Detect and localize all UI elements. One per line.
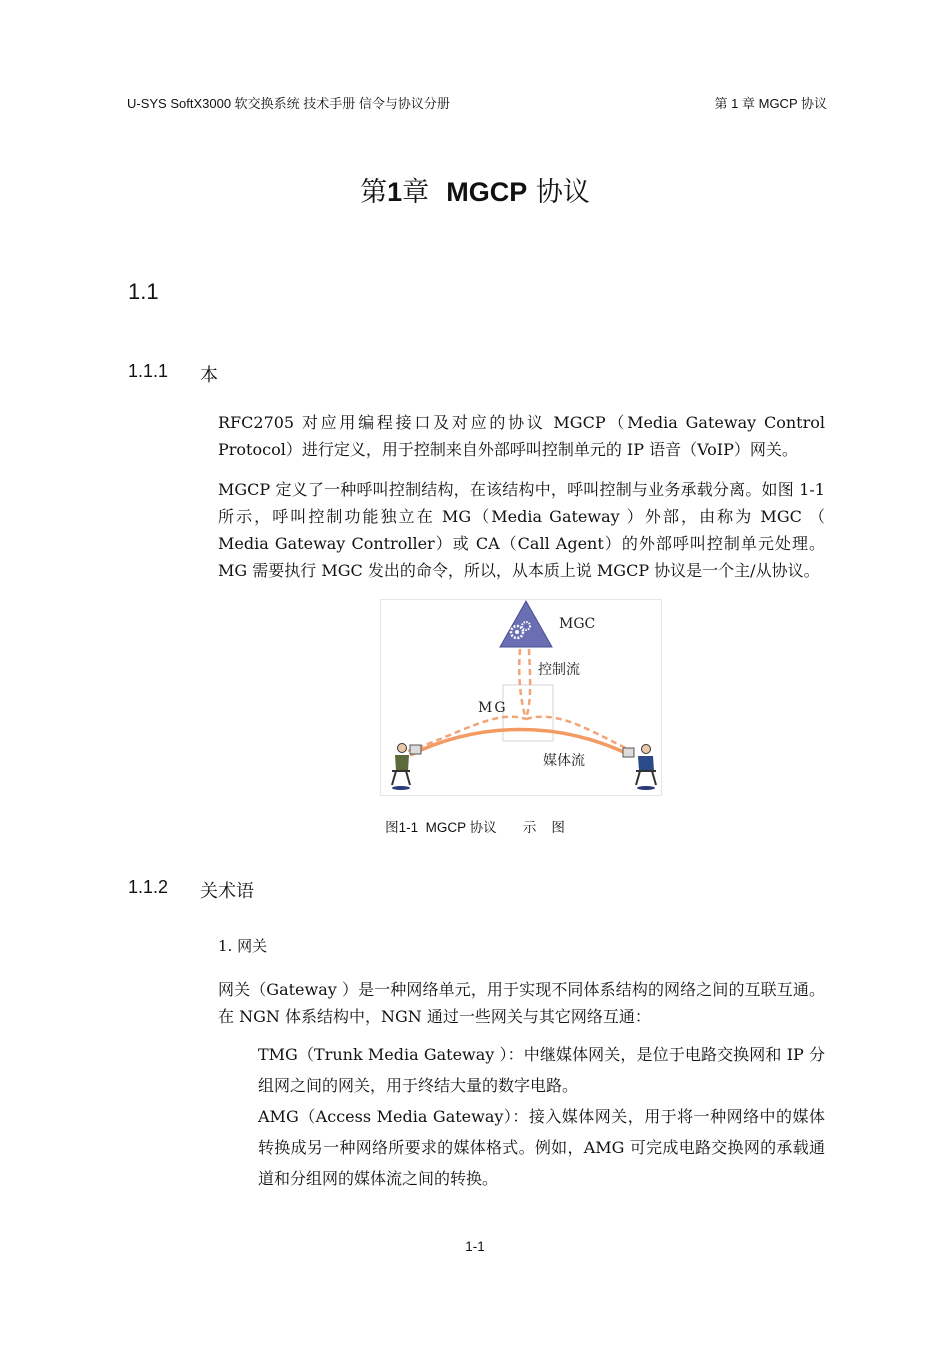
- section-number: 1.1: [128, 279, 159, 304]
- control-flow-left: [519, 649, 526, 719]
- paragraph-mgcp-definition: MGCP 定义了一种呼叫控制结构，在该结构中，呼叫控制与业务承载分离。如图 1-1 所示，呼叫控制功能独立在 MG（Media Gateway ）外部，由称为 MGC （ Media Gateway Controller）或 CA（Call Agent）的外部呼叫控制单元处理。MG 需要执行 MGC 发出的命令，所以，从本质上说 MGCP 协议是一个主/从协议。: [218, 480, 825, 580]
- control-flow-label: 控制流: [538, 662, 580, 678]
- paragraph-amg: AMG（Access Media Gateway）：接入媒体网关，用于将一种网络中的媒体转换成另一种网络所要求的媒体格式。例如，AMG 可完成电路交换网的承载通道和分组网的媒体流之间的转换。: [258, 1107, 825, 1188]
- subsection-1-number: 1.1.1: [128, 361, 169, 381]
- subsection-2-title: 关术语: [200, 881, 254, 902]
- mgcp-diagram: [380, 599, 662, 796]
- subsection-1-title: 本: [200, 365, 218, 386]
- mgcp-diagram-svg: [380, 599, 662, 796]
- paragraph-rfc2705: RFC2705 对应用编程接口及对应的协议 MGCP（Media Gateway Control Protocol）进行定义，用于控制来自外部呼叫控制单元的 IP 语音（VoIP）网关。: [218, 413, 825, 459]
- header-right: 第 1 章 MGCP 协议: [714, 96, 827, 111]
- item-gateway-title: 1. 网关: [218, 937, 268, 955]
- control-to-user-right: [526, 717, 632, 751]
- paragraph-tmg: TMG（Trunk Media Gateway ）：中继媒体网关，是位于电路交换网和 IP 分组网之间的网关，用于终结大量的数字电路。: [258, 1045, 825, 1095]
- subsection-2-number: 1.1.2: [128, 877, 169, 897]
- mgc-triangle: [500, 601, 552, 647]
- header-left: U-SYS SoftX3000 软交换系统 技术手册 信令与协议分册: [127, 96, 450, 111]
- figure-caption: 图1-1 MGCP 协议 示 图: [385, 820, 565, 835]
- mgc-label: MGC: [559, 616, 596, 632]
- chapter-mid: 章: [402, 177, 447, 208]
- user-right-icon: [623, 745, 656, 791]
- page-number: 1-1: [465, 1239, 485, 1254]
- chapter-prefix: 第: [360, 177, 388, 208]
- chapter-suffix: 协议: [527, 177, 590, 208]
- control-flow-right: [526, 649, 530, 719]
- mg-label: MG: [478, 700, 508, 716]
- chapter-name: MGCP: [446, 177, 528, 207]
- paragraph-gateway: 网关（Gateway ）是一种网络单元，用于实现不同体系结构的网络之间的互联互通。在 NGN 体系结构中，NGN 通过一些网关与其它网络互通：: [218, 980, 825, 1026]
- chapter-number: 1: [387, 177, 403, 207]
- user-left-icon: [392, 744, 421, 791]
- chapter-title: [0, 170, 950, 209]
- media-flow-label: 媒体流: [543, 753, 585, 769]
